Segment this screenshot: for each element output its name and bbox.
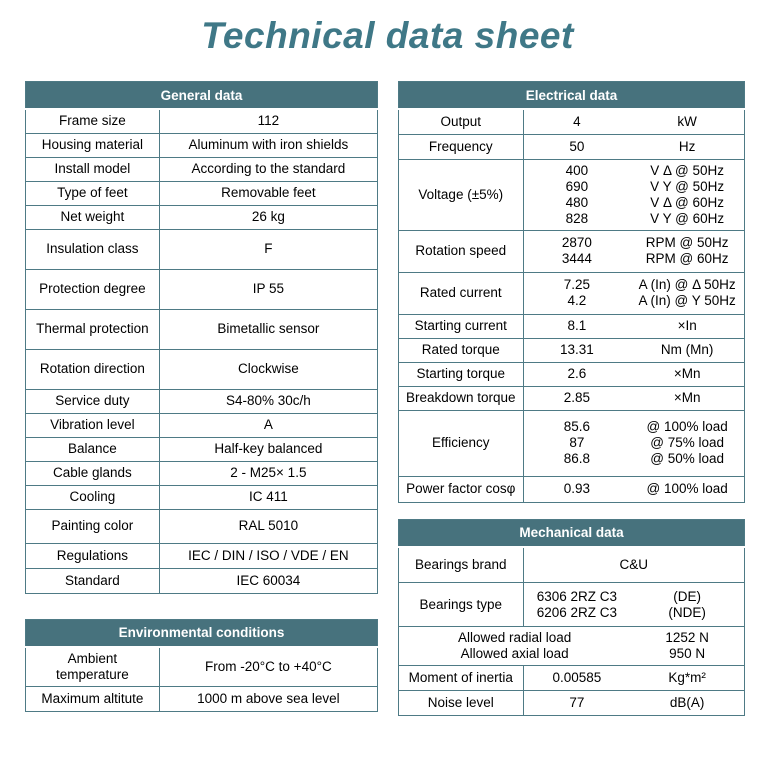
electrical-table-row [399, 134, 745, 159]
electrical-row-unit: @ 100% load @ 75% load @ 50% load [630, 410, 744, 476]
general-table-row [26, 413, 378, 437]
general-row-label: Rotation direction [26, 349, 160, 389]
mechanical-row-label: Bearings brand [399, 547, 524, 583]
electrical-table-row [399, 314, 745, 338]
mechanical-row-value: 0.00585 [523, 666, 630, 691]
mechanical-row-unit: 1252 N 950 N [630, 627, 744, 666]
electrical-data-table [398, 81, 745, 503]
electrical-row-value: 400 690 480 828 [523, 159, 630, 230]
general-table-row [26, 109, 378, 133]
general-row-label: Vibration level [26, 413, 160, 437]
electrical-row-unit: kW [630, 109, 744, 134]
mechanical-table-title: Mechanical data [399, 519, 745, 547]
general-table-row [26, 229, 378, 269]
electrical-row-unit: Nm (Mn) [630, 338, 744, 362]
environmental-table-row [26, 647, 378, 687]
electrical-row-label: Rotation speed [399, 230, 524, 272]
mechanical-row-label: Bearings type [399, 583, 524, 627]
mechanical-table-row [399, 691, 745, 716]
general-table-row [26, 543, 378, 568]
general-row-value: A [159, 413, 377, 437]
general-row-value: IC 411 [159, 485, 377, 509]
general-row-value: Removable feet [159, 181, 377, 205]
general-table-row [26, 389, 378, 413]
electrical-row-label: Starting current [399, 314, 524, 338]
environmental-row-label: Maximum altitute [26, 686, 160, 711]
electrical-table-row [399, 410, 745, 476]
mechanical-row-label: Allowed radial load Allowed axial load [399, 627, 631, 666]
column-gap [25, 594, 378, 619]
general-row-label: Protection degree [26, 269, 160, 309]
general-row-label: Service duty [26, 389, 160, 413]
environmental-row-value: From -20°C to +40°C [159, 647, 377, 687]
general-row-label: Install model [26, 157, 160, 181]
electrical-row-value: 4 [523, 109, 630, 134]
mechanical-row-unit: Kg*m² [630, 666, 744, 691]
column-gap [398, 503, 745, 519]
electrical-row-value: 7.25 4.2 [523, 272, 630, 314]
environmental-row-label: Ambient temperature [26, 647, 160, 687]
general-table-row [26, 509, 378, 543]
environmental-row-value: 1000 m above sea level [159, 686, 377, 711]
electrical-row-unit: ×Mn [630, 362, 744, 386]
general-row-label: Housing material [26, 133, 160, 157]
electrical-row-value: 0.93 [523, 476, 630, 502]
general-table-row [26, 461, 378, 485]
mechanical-row-unit: (DE) (NDE) [630, 583, 744, 627]
mechanical-row-value: 77 [523, 691, 630, 716]
general-table-row [26, 269, 378, 309]
electrical-row-unit: Hz [630, 134, 744, 159]
general-row-label: Painting color [26, 509, 160, 543]
general-table-title: General data [26, 82, 378, 110]
electrical-table-row [399, 386, 745, 410]
general-row-value: Clockwise [159, 349, 377, 389]
general-row-value: S4-80% 30c/h [159, 389, 377, 413]
general-row-value: Half-key balanced [159, 437, 377, 461]
electrical-row-unit: @ 100% load [630, 476, 744, 502]
electrical-row-value: 85.6 87 86.8 [523, 410, 630, 476]
electrical-row-label: Rated current [399, 272, 524, 314]
electrical-row-value: 50 [523, 134, 630, 159]
electrical-row-value: 2.85 [523, 386, 630, 410]
general-row-value: 112 [159, 109, 377, 133]
electrical-table-row [399, 230, 745, 272]
electrical-table-title: Electrical data [399, 82, 745, 110]
general-row-label: Standard [26, 568, 160, 593]
electrical-row-unit: ×Mn [630, 386, 744, 410]
electrical-row-label: Starting torque [399, 362, 524, 386]
electrical-row-value: 2.6 [523, 362, 630, 386]
general-table-row [26, 205, 378, 229]
general-row-label: Thermal protection [26, 309, 160, 349]
electrical-table-row [399, 272, 745, 314]
mechanical-table-row [399, 627, 745, 666]
general-row-value: IP 55 [159, 269, 377, 309]
general-table-row [26, 309, 378, 349]
general-row-value: IEC / DIN / ISO / VDE / EN [159, 543, 377, 568]
electrical-row-label: Rated torque [399, 338, 524, 362]
electrical-table-row [399, 109, 745, 134]
electrical-row-label: Output [399, 109, 524, 134]
general-row-value: RAL 5010 [159, 509, 377, 543]
mechanical-data-table [398, 519, 745, 717]
electrical-table-row [399, 362, 745, 386]
electrical-row-value: 13.31 [523, 338, 630, 362]
mechanical-row-value: 6306 2RZ C3 6206 2RZ C3 [523, 583, 630, 627]
electrical-table-row [399, 476, 745, 502]
general-row-value: IEC 60034 [159, 568, 377, 593]
general-row-label: Frame size [26, 109, 160, 133]
electrical-row-label: Breakdown torque [399, 386, 524, 410]
mechanical-row-unit: dB(A) [630, 691, 744, 716]
electrical-row-unit: V Δ @ 50Hz V Y @ 50Hz V Δ @ 60Hz V Y @ 60Hz [630, 159, 744, 230]
electrical-row-label: Power factor cosφ [399, 476, 524, 502]
general-row-value: Aluminum with iron shields [159, 133, 377, 157]
electrical-row-value: 8.1 [523, 314, 630, 338]
general-row-label: Balance [26, 437, 160, 461]
general-row-label: Type of feet [26, 181, 160, 205]
general-table-row [26, 349, 378, 389]
mechanical-table-row [399, 547, 745, 583]
right-column [398, 81, 745, 716]
environmental-table-row [26, 686, 378, 711]
mechanical-row-label: Moment of inertia [399, 666, 524, 691]
general-row-value: According to the standard [159, 157, 377, 181]
general-row-label: Net weight [26, 205, 160, 229]
general-table-row [26, 181, 378, 205]
mechanical-row-value: C&U [523, 547, 744, 583]
electrical-row-value: 2870 3444 [523, 230, 630, 272]
general-table-row [26, 485, 378, 509]
electrical-row-unit: A (In) @ Δ 50Hz A (In) @ Y 50Hz [630, 272, 744, 314]
general-row-value: F [159, 229, 377, 269]
general-row-value: Bimetallic sensor [159, 309, 377, 349]
mechanical-table-row [399, 583, 745, 627]
electrical-table-row [399, 159, 745, 230]
general-table-row [26, 133, 378, 157]
environmental-conditions-table [25, 619, 378, 712]
general-row-label: Cable glands [26, 461, 160, 485]
electrical-row-label: Voltage (±5%) [399, 159, 524, 230]
general-row-label: Insulation class [26, 229, 160, 269]
general-data-table [25, 81, 378, 594]
electrical-row-label: Efficiency [399, 410, 524, 476]
mechanical-row-label: Noise level [399, 691, 524, 716]
general-row-label: Regulations [26, 543, 160, 568]
electrical-row-unit: RPM @ 50Hz RPM @ 60Hz [630, 230, 744, 272]
left-column [25, 81, 378, 712]
general-table-row [26, 437, 378, 461]
general-row-label: Cooling [26, 485, 160, 509]
table-columns [0, 81, 775, 716]
environmental-table-title: Environmental conditions [26, 619, 378, 647]
electrical-row-label: Frequency [399, 134, 524, 159]
mechanical-table-row [399, 666, 745, 691]
electrical-row-unit: ×In [630, 314, 744, 338]
general-table-row [26, 568, 378, 593]
page-title: Technical data sheet [201, 15, 574, 56]
general-row-value: 26 kg [159, 205, 377, 229]
electrical-table-row [399, 338, 745, 362]
general-row-value: 2 - M25× 1.5 [159, 461, 377, 485]
general-table-row [26, 157, 378, 181]
